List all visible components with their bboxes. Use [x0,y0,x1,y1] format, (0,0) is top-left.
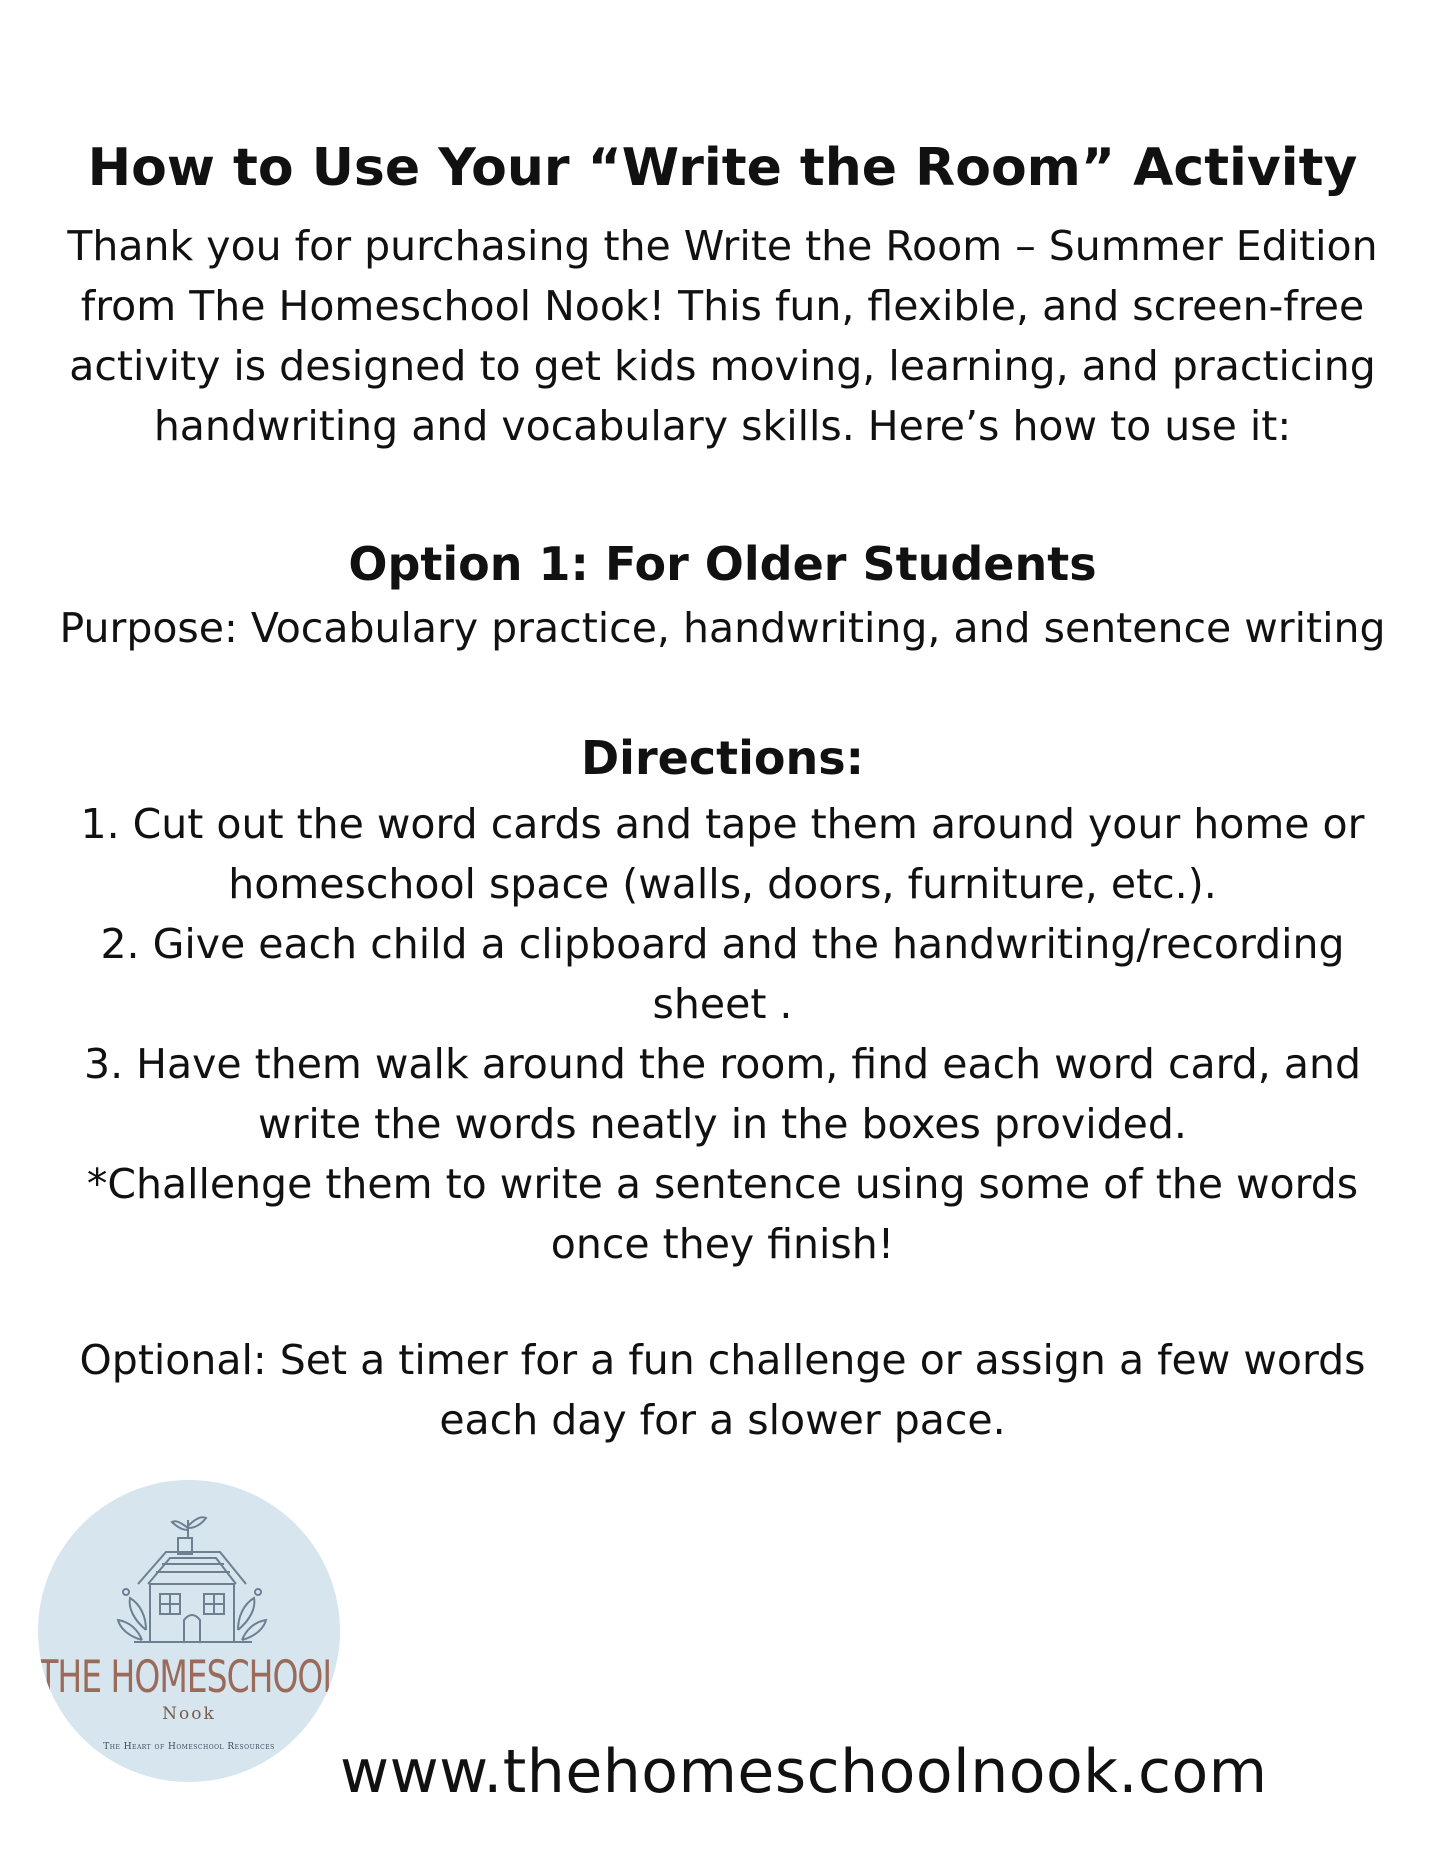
logo-name: THE HOMESCHOOL [38,1650,340,1703]
logo-tagline: The Heart of Homeschool Resources [103,1742,275,1752]
intro-paragraph: Thank you for purchasing the Write the Room – Summer Edition from The Homeschool Nook! This fun, flexible, and screen-free activity is designed to get kids moving, learning, and practicing handwriting and vocabulary skills. Here’s how to use it: [67,222,1378,450]
direction-step: *Challenge them to write a sentence using some of the words once they finish! [86,1160,1359,1268]
direction-step: 3. Have them walk around the room, find each word card, and write the words neatly in the boxes provided. [84,1040,1361,1148]
homeschool-nook-logo [38,1480,340,1782]
logo-subtitle: Nook [162,1704,216,1724]
website-url: www.thehomeschoolnook.com [340,1737,1268,1807]
purpose-text: Purpose: Vocabulary practice, handwriting, and sentence writing [59,604,1386,652]
optional-note: Optional: Set a timer for a fun challenge or assign a few words each day for a slower pace. [79,1336,1366,1444]
option-heading: Option 1: For Older Students [348,537,1097,591]
directions-list [40,794,1405,1274]
page-title: How to Use Your “Write the Room” Activity [87,138,1358,198]
house-icon [38,1480,340,1782]
direction-step: 1. Cut out the word cards and tape them around your home or homeschool space (walls, doors, furniture, etc.). [80,800,1365,908]
directions-heading: Directions: [581,731,864,785]
direction-step: 2. Give each child a clipboard and the handwriting/recording sheet . [100,920,1345,1028]
